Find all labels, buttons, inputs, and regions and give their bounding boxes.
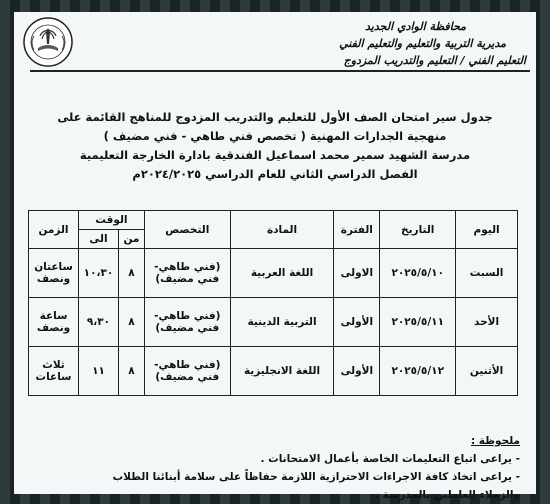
header-time: الوقت bbox=[79, 211, 145, 230]
notes-section bbox=[113, 432, 520, 504]
header-day: اليوم bbox=[456, 211, 518, 249]
cell-duration: ساعة ونصف bbox=[29, 298, 79, 347]
cell-period: الأولى bbox=[334, 347, 380, 396]
cell-from: ٨ bbox=[118, 249, 144, 298]
cell-from: ٨ bbox=[118, 347, 144, 396]
directorate-logo bbox=[22, 16, 74, 68]
cell-from: ٨ bbox=[118, 298, 144, 347]
letterhead bbox=[196, 18, 526, 69]
cell-duration: ساعتان ونصف bbox=[29, 249, 79, 298]
title-line-1: جدول سير امتحان الصف الأول للتعليم والتدريب المزدوج للمناهج القائمة على bbox=[57, 110, 493, 124]
title-line-3: مدرسة الشهيد سمير محمد اسماعيل الفندقية بادارة الخارجة التعليمية bbox=[79, 148, 471, 162]
cell-date: ٢٠٢٥/٥/١٠ bbox=[380, 249, 456, 298]
header-duration: الزمن bbox=[29, 211, 79, 249]
exam-schedule-table bbox=[28, 210, 518, 396]
note-item: - يراعى اتخاذ كافة الاجراءات الاحترازية اللازمة حفاظاً على سلامة أبنائنا الطلاب bbox=[112, 471, 520, 483]
table-row bbox=[29, 249, 518, 298]
header-subject: المادة bbox=[230, 211, 334, 249]
document-page bbox=[14, 12, 536, 501]
cell-subject: التربية الدينية bbox=[230, 298, 334, 347]
header-specialty: التخصص bbox=[144, 211, 230, 249]
cell-day: الأثنين bbox=[456, 347, 518, 396]
cell-specialty: (فني طاهي- فني مضيف) bbox=[144, 298, 230, 347]
cell-to: ٩،٣٠ bbox=[79, 298, 119, 347]
header-date: التاريخ bbox=[380, 211, 456, 249]
cell-date: ٢٠٢٥/٥/١٢ bbox=[380, 347, 456, 396]
cell-period: الاولى bbox=[334, 249, 380, 298]
cell-specialty: (فني طاهي- فني مضيف) bbox=[144, 347, 230, 396]
title-line-2: منهجية الجدارات المهنية ( تخصص فني طاهي - فني مضيف ) bbox=[103, 129, 447, 143]
cell-day: الأحد bbox=[456, 298, 518, 347]
directorate-name: مديرية التربية والتعليم والتعليم الفني bbox=[339, 37, 506, 50]
cell-period: الأولى bbox=[334, 298, 380, 347]
title-line-4: الفصل الدراسي الثاني للعام الدراسي ٢٠٢٤/٢٠٢٥م bbox=[132, 167, 418, 181]
note-item: والزملاء العاملين بالمدرسة . bbox=[374, 489, 520, 501]
governorate-name: محافظة الوادي الجديد bbox=[365, 20, 466, 33]
note-item: - يراعى اتباع التعليمات الخاصة بأعمال الامتحانات . bbox=[260, 453, 520, 465]
table-row bbox=[29, 347, 518, 396]
cell-date: ٢٠٢٥/٥/١١ bbox=[380, 298, 456, 347]
header-period: الفترة bbox=[334, 211, 380, 249]
document-title bbox=[20, 108, 530, 184]
department-name: التعليم الفني / التعليم والتدريب المزدوج bbox=[343, 54, 526, 67]
cell-to: ١٠،٣٠ bbox=[79, 249, 119, 298]
table-row bbox=[29, 298, 518, 347]
cell-subject: اللغة الانجليزية bbox=[230, 347, 334, 396]
cell-to: ١١ bbox=[79, 347, 119, 396]
cell-subject: اللغة العربية bbox=[230, 249, 334, 298]
notes-heading: ملحوظة : bbox=[470, 435, 520, 447]
cell-duration: ثلاث ساعات bbox=[29, 347, 79, 396]
header-to: الى bbox=[79, 230, 119, 249]
cell-specialty: (فني طاهي- فني مضيف) bbox=[144, 249, 230, 298]
cell-day: السبت bbox=[456, 249, 518, 298]
header-divider bbox=[30, 70, 530, 72]
header-from: من bbox=[118, 230, 144, 249]
